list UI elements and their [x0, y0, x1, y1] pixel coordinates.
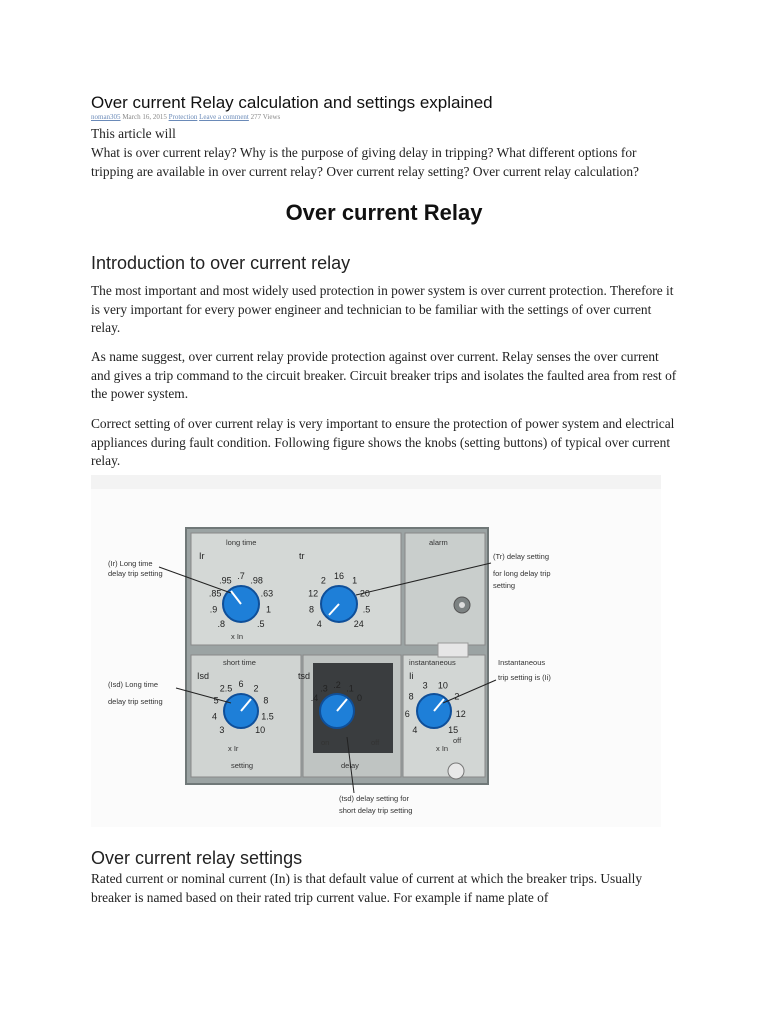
dial-scale-tick-label: 6: [404, 709, 410, 719]
dial-scale-tick-label: .5: [362, 604, 371, 615]
dial-ir-knob: [223, 586, 259, 622]
dial-scale-tick-label: 2: [320, 575, 326, 586]
section-heading-settings: Over current relay settings: [91, 848, 303, 868]
callout-ii-line1: Instantaneous: [498, 658, 546, 667]
dial-scale-tick-label: 8: [263, 695, 269, 706]
dial-scale-tick-label: 16: [333, 571, 345, 581]
dial-scale-tick-label: 3: [219, 725, 225, 736]
panel-label-alarm: alarm: [429, 538, 448, 547]
post-date: March 16, 2015: [122, 113, 167, 121]
dial-scale-tick-label: 20: [359, 588, 370, 599]
dial-scale-tick-label: 4: [412, 725, 418, 736]
dial-scale-tick-label: 0: [356, 693, 363, 703]
dial-label-ir: Ir: [199, 551, 205, 561]
caption-off: off: [371, 738, 380, 747]
dial-scale-tick-label: .4: [310, 693, 319, 703]
unit-label-x-in-2: x In: [436, 744, 449, 753]
relay-knobs-figure: [91, 475, 661, 827]
panel-label-long-time: long time: [226, 538, 257, 547]
callout-tr-line2: for long delay trip: [493, 569, 551, 578]
dial-ii-knob: [417, 694, 451, 728]
callout-ii-line2: trip setting is (Ii): [498, 673, 551, 682]
dial-scale-tick-label: 1: [265, 604, 272, 615]
section-heading-introduction: Introduction to over current relay: [91, 253, 351, 273]
callout-tsd-line1: (tsd) delay setting for: [339, 794, 410, 803]
relay-photo: [91, 475, 661, 827]
dial-scale-tick-label: .63: [260, 588, 274, 599]
caption-delay: delay: [341, 761, 359, 770]
dial-scale-tick-label: 10: [255, 725, 266, 736]
paragraph-2: As name suggest, over current relay provide protection against over current. Relay senses the over current and gives a trip command to the circuit breaker. Circuit breaker trips and isolates the faulted area from rest of the power system.: [91, 349, 677, 402]
callout-tr-line3: setting: [493, 581, 516, 590]
dial-scale-tick-label: 2: [253, 683, 259, 694]
dial-scale-tick-label: .8: [217, 618, 225, 629]
dial-scale-tick-label: 12: [455, 709, 466, 719]
dial-scale-tick-label: 2: [454, 691, 460, 702]
view-count: 277 Views: [250, 113, 281, 121]
dial-label-ii: Ii: [409, 671, 414, 681]
callout-isd-line2: delay trip setting: [108, 697, 163, 706]
article-title: Over current Relay calculation and settings explained: [91, 93, 493, 112]
callout-ir-line2: delay trip setting: [108, 569, 163, 578]
caption-off-inst: off: [453, 736, 462, 745]
dial-scale-tick-label: 8: [408, 691, 414, 702]
callout-isd-line1: (Isd) Long time: [108, 680, 159, 689]
caption-setting: setting: [231, 761, 254, 770]
intro-questions: What is over current relay? Why is the purpose of giving delay in tripping? What different options for tripping are available in over current relay? Over current relay setting? Over current relay calculation?: [91, 145, 639, 179]
panel-label-instantaneous: instantaneous: [409, 658, 456, 667]
dial-scale-tick-label: 3: [422, 680, 428, 691]
dial-scale-tick-label: 5: [213, 695, 219, 706]
dial-tsd-knob: [320, 694, 354, 728]
dial-scale-tick-label: 24: [353, 618, 364, 629]
dial-scale-tick-label: .98: [250, 575, 263, 586]
paragraph-1: The most important and most widely used protection in power system is over current protection. Therefore it is very important for every power engineer and technician to be familiar with the settings of over current relay.: [91, 283, 674, 336]
unit-label-x-in-1: x In: [231, 632, 244, 641]
dial-scale-tick-label: 4: [316, 618, 322, 629]
unit-label-x-ir: x Ir: [228, 744, 239, 753]
dial-tr-knob: [321, 586, 357, 622]
article-meta: [91, 113, 280, 121]
callout-tr-line1: (Tr) delay setting: [493, 552, 549, 561]
paragraph-settings: Rated current or nominal current (In) is that default value of current at which the breaker trips. Usually breaker is named based on their rated trip current value. For example if name plate of: [91, 871, 643, 905]
dial-scale-tick-label: 12: [308, 588, 319, 599]
dial-scale-tick-label: .3: [320, 683, 328, 694]
dial-scale-tick-label: .85: [208, 588, 222, 599]
dial-scale-tick-label: .9: [209, 604, 218, 615]
dial-scale-tick-label: 6: [238, 679, 244, 689]
comments-link[interactable]: Leave a comment: [199, 113, 249, 121]
paragraph-3: Correct setting of over current relay is very important to ensure the protection of power system and electrical appliances during fault condition. Following figure shows the knobs (setting buttons) of typical over current relay.: [91, 416, 675, 469]
dial-scale-tick-label: 1.5: [261, 711, 274, 722]
dial-label-tr: tr: [299, 551, 305, 561]
panel-label-short-time: short time: [223, 658, 256, 667]
dial-scale-tick-label: 2.5: [219, 683, 233, 694]
dial-scale-tick-label: .7: [237, 571, 245, 581]
dial-label-tsd: tsd: [298, 671, 311, 681]
caption-on: on: [321, 738, 330, 747]
author-link[interactable]: noman305: [91, 113, 121, 121]
dial-scale-tick-label: .95: [219, 575, 232, 586]
category-link[interactable]: Protection: [168, 113, 198, 121]
dial-scale-tick-label: .2: [333, 680, 341, 690]
callout-tsd-line2: short delay trip setting: [339, 806, 413, 815]
dial-isd-knob: [224, 694, 258, 728]
intro-lead: This article will: [91, 126, 176, 141]
dial-scale-tick-label: 4: [211, 711, 218, 722]
dial-label-isd: Isd: [197, 671, 210, 681]
callout-ir-line1: (Ir) Long time: [108, 559, 153, 568]
dial-scale-tick-label: .5: [257, 618, 265, 629]
dial-scale-tick-label: 1: [352, 575, 358, 586]
dial-scale-tick-label: 15: [448, 725, 459, 736]
main-heading: Over current Relay: [285, 200, 483, 225]
dial-scale-tick-label: 8: [308, 604, 315, 615]
dial-scale-tick-label: .1: [346, 683, 354, 694]
dial-scale-tick-label: 10: [437, 680, 448, 691]
